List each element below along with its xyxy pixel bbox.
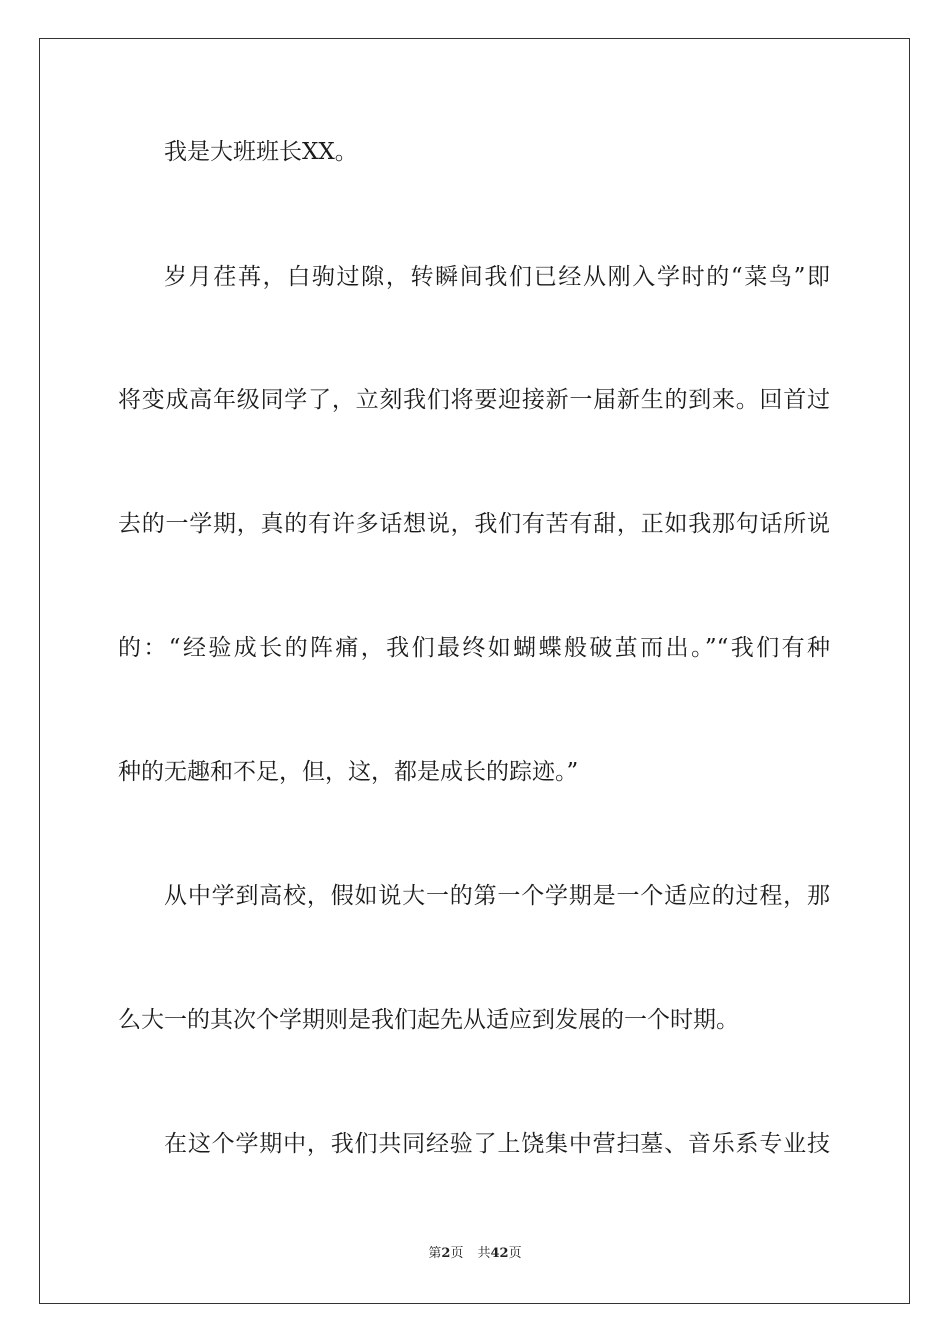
text-line: 将变成高年级同学了，立刻我们将要迎接新一届新生的到来。回首过 [118, 387, 830, 413]
total-prefix: 共 [477, 1246, 491, 1261]
page-number: 2 [441, 1246, 451, 1261]
text-line: 的：“经验成长的阵痛，我们最终如蝴蝶般破茧而出。”“我们有种 [118, 635, 830, 661]
text-line: 我是大班班长XX。 [164, 139, 358, 165]
total-pages: 42 [490, 1246, 509, 1261]
text-line: 种的无趣和不足，但，这，都是成长的踪迹。” [118, 759, 579, 785]
text-line: 么大一的其次个学期则是我们起先从适应到发展的一个时期。 [118, 1007, 739, 1033]
page-suffix: 页 [450, 1246, 464, 1261]
text-line: 在这个学期中，我们共同经验了上饶集中营扫墓、音乐系专业技 [164, 1131, 830, 1157]
page-border [39, 38, 910, 1304]
text-line: 从中学到高校，假如说大一的第一个学期是一个适应的过程，那 [164, 883, 830, 909]
total-suffix: 页 [508, 1246, 522, 1261]
page-prefix: 第 [428, 1246, 442, 1261]
text-line: 去的一学期，真的有许多话想说，我们有苦有甜，正如我那句话所说 [118, 511, 830, 537]
text-line: 岁月荏苒，白驹过隙，转瞬间我们已经从刚入学时的“菜鸟”即 [164, 264, 830, 290]
page-footer [0, 1245, 950, 1263]
